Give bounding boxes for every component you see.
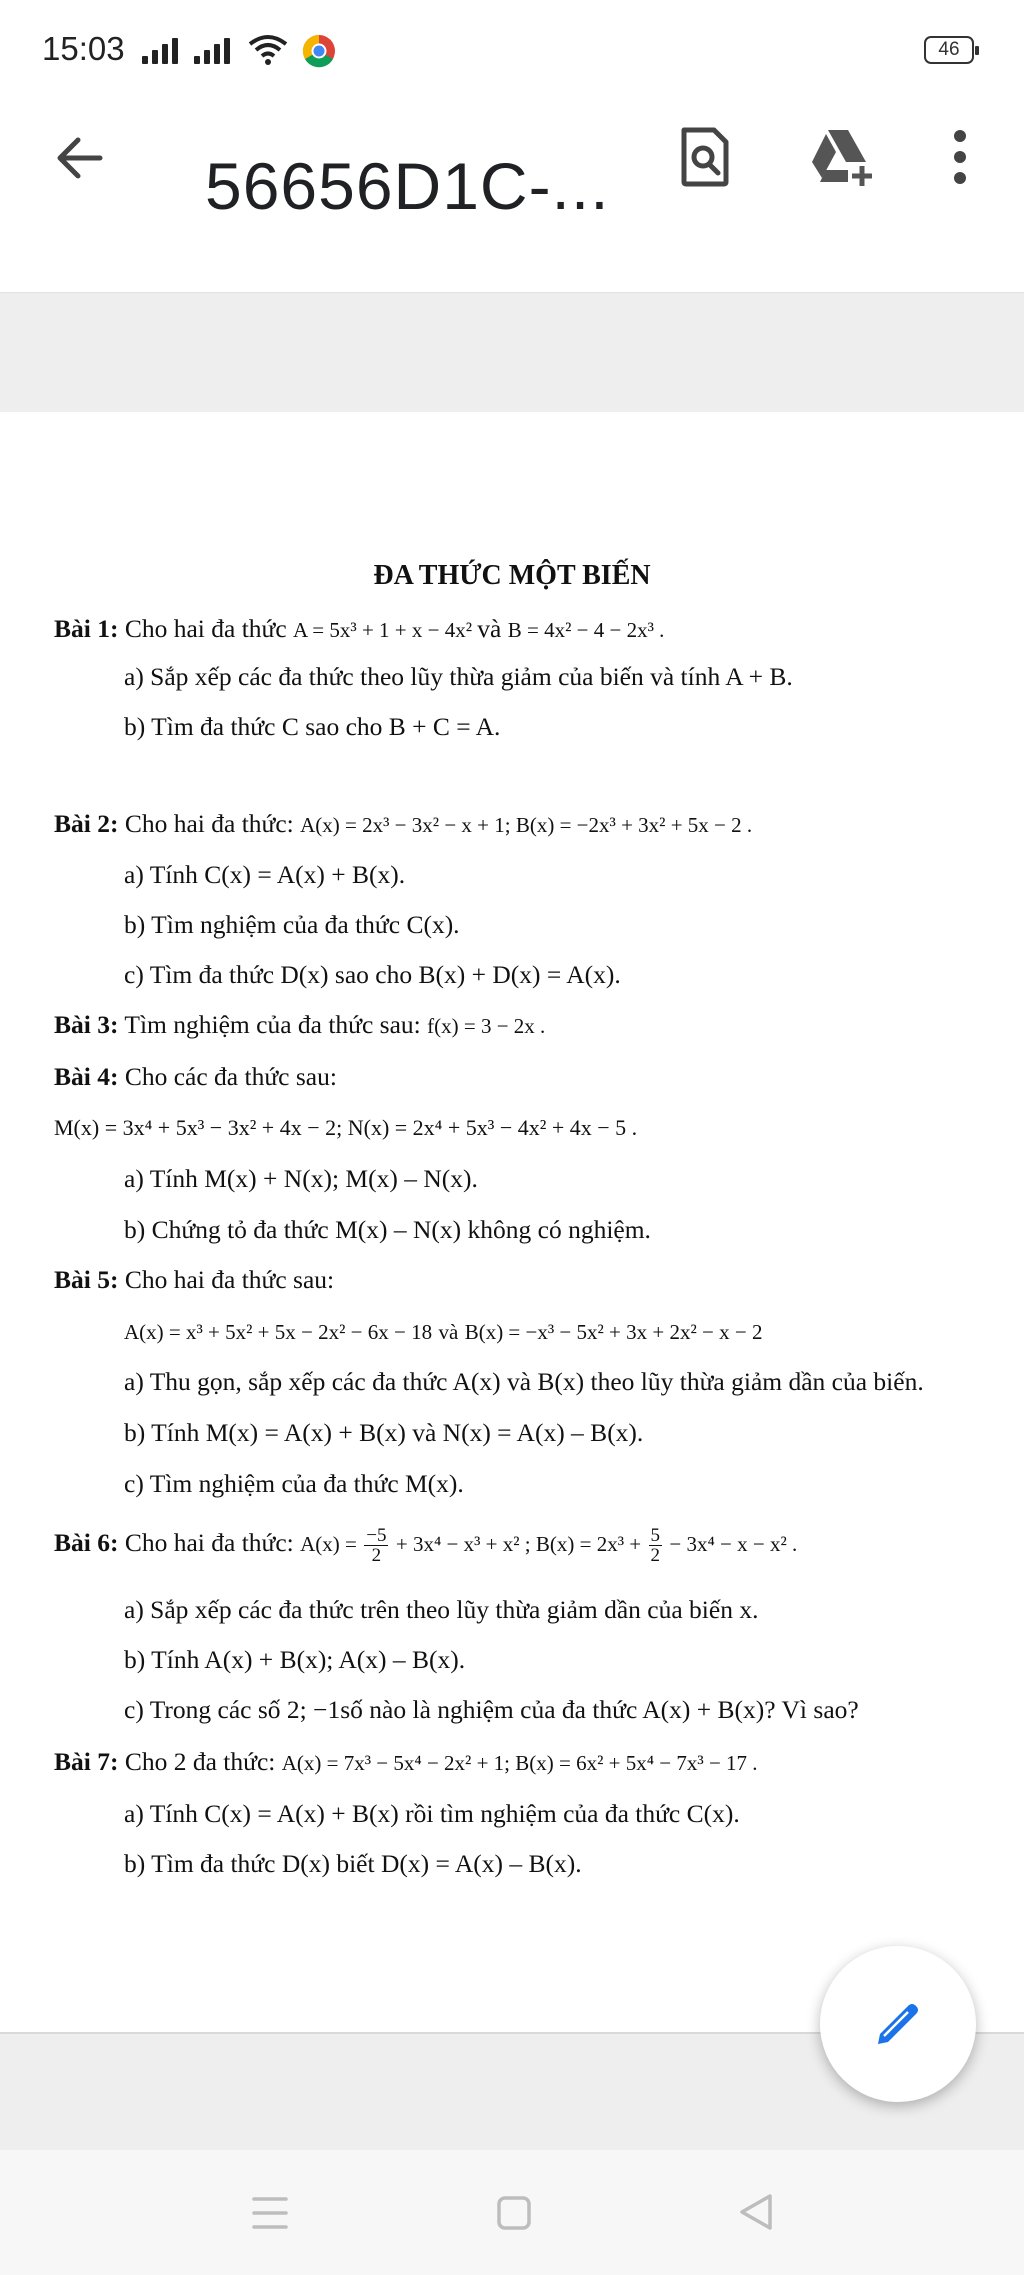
math-expression: A(x) = x³ + 5x² + 5x − 2x² − 6x − 18 [124,1320,433,1344]
exercise-text: Cho hai đa thức: [124,1528,294,1557]
exercise-text: Cho hai đa thức [124,614,287,643]
exercise-label: Bài 3: [54,1010,119,1039]
math-expression: f(x) = 3 − 2x . [427,1014,546,1038]
home-icon[interactable] [496,2195,532,2231]
chrome-icon [302,34,336,68]
math-expression: A(x) = [300,1532,357,1556]
status-bar [0,0,1024,100]
recent-apps-icon[interactable] [250,2195,290,2231]
fraction-denominator: 2 [371,1544,382,1566]
status-time: 15:03 [42,30,125,67]
find-in-page-icon[interactable] [678,126,732,188]
back-arrow-icon[interactable] [50,128,110,188]
add-to-drive-icon[interactable] [808,126,878,188]
exercise-4 [54,1062,337,1092]
exercise-1-part-b: b) Tìm đa thức C sao cho B + C = A. [124,712,501,741]
exercise-5-polynomials [124,1316,762,1346]
more-options-icon[interactable] [942,126,978,188]
exercise-2-part-a: a) Tính C(x) = A(x) + B(x). [124,860,406,889]
conjunction: và [438,1320,459,1344]
edit-button[interactable] [820,1946,976,2102]
exercise-label: Bài 5: [54,1265,119,1294]
fraction-denominator: 2 [650,1544,660,1566]
wifi-icon [248,34,288,66]
exercise-6 [54,1515,797,1571]
exercise-6-part-c: c) Trong các số 2; −1số nào là nghiệm của đa thức A(x) + B(x)? Vì sao? [124,1695,859,1724]
conjunction: và [477,614,502,643]
math-expression: A(x) = 7x³ − 5x⁴ − 2x² + 1; B(x) = 6x² + 5x⁴ − 7x³ − 17 . [281,1751,758,1775]
document-title: 56656D1C-... [205,149,610,223]
exercise-text: Cho hai đa thức sau: [124,1265,335,1294]
battery-indicator: 46 [924,36,974,64]
signal-icon-2 [194,38,238,64]
exercise-2-part-c: c) Tìm đa thức D(x) sao cho B(x) + D(x) = A(x). [124,960,621,989]
math-expression: A(x) = 2x³ − 3x² − x + 1; B(x) = −2x³ + 3x² + 5x − 2 . [300,813,753,837]
page-gap-top [0,292,1024,413]
exercise-5-part-a: a) Thu gọn, sắp xếp các đa thức A(x) và B(x) theo lũy thừa giảm dần của biến. [124,1367,924,1396]
fraction-numerator: 5 [650,1524,660,1546]
exercise-5-part-c: c) Tìm nghiệm của đa thức M(x). [124,1469,464,1498]
exercise-label: Bài 1: [54,614,119,643]
exercise-1 [54,614,664,644]
fraction [364,1526,388,1565]
exercise-1-part-a: a) Sắp xếp các đa thức theo lũy thừa giảm của biến và tính A + B. [124,662,793,691]
exercise-text: Cho hai đa thức: [124,809,294,838]
math-expression: − 3x⁴ − x − x² . [669,1532,798,1556]
exercise-3 [54,1010,545,1040]
fraction-numerator: −5 [366,1524,387,1546]
math-expression: B(x) = −x³ − 5x² + 3x + 2x² − x − 2 [464,1320,763,1344]
exercise-label: Bài 7: [54,1747,119,1776]
exercise-5-part-b: b) Tính M(x) = A(x) + B(x) và N(x) = A(x) – B(x). [124,1418,644,1447]
exercise-label: Bài 6: [54,1528,119,1557]
document-page [0,412,1024,2032]
math-expression: + 3x⁴ − x³ + x² ; B(x) = 2x³ + [395,1532,642,1556]
pencil-icon [870,1996,926,2052]
exercise-label: Bài 4: [54,1062,119,1091]
exercise-7-part-b: b) Tìm đa thức D(x) biết D(x) = A(x) – B(x). [124,1849,582,1878]
exercise-text: Tìm nghiệm của đa thức sau: [124,1010,421,1039]
exercise-6-part-b: b) Tính A(x) + B(x); A(x) – B(x). [124,1645,466,1674]
fraction [649,1526,663,1565]
document-heading: ĐA THỨC MỘT BIẾN [373,560,651,591]
signal-icon [142,38,186,64]
exercise-4-polynomials: M(x) = 3x⁴ + 5x³ − 3x² + 4x − 2; N(x) = 2x⁴ + 5x³ − 4x² + 4x − 5 . [54,1115,638,1140]
exercise-7 [54,1747,758,1777]
math-expression: A = 5x³ + 1 + x − 4x² [293,618,478,642]
math-expression: B = 4x² − 4 − 2x³ . [507,618,665,642]
exercise-4-part-a: a) Tính M(x) + N(x); M(x) – N(x). [124,1164,478,1193]
exercise-7-part-a: a) Tính C(x) = A(x) + B(x) rồi tìm nghiệm của đa thức C(x). [124,1799,740,1828]
exercise-text: Cho 2 đa thức: [124,1747,276,1776]
exercise-text: Cho các đa thức sau: [124,1062,337,1091]
exercise-4-part-b: b) Chứng tỏ đa thức M(x) – N(x) không có nghiệm. [124,1215,651,1244]
exercise-2 [54,809,752,839]
nav-back-icon[interactable] [736,2192,776,2232]
exercise-2-part-b: b) Tìm nghiệm của đa thức C(x). [124,910,460,939]
exercise-5 [54,1265,334,1295]
exercise-label: Bài 2: [54,809,119,838]
exercise-6-part-a: a) Sắp xếp các đa thức trên theo lũy thừa giảm dần của biến x. [124,1595,759,1624]
